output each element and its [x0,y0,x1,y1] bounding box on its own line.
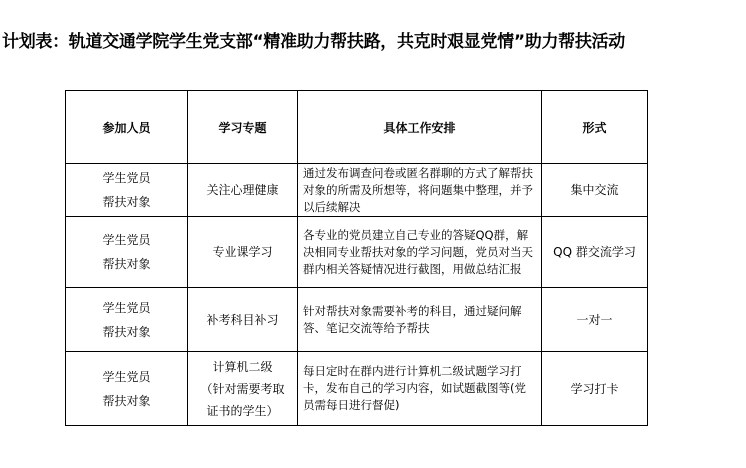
table-row [66,288,648,352]
topic-line: （针对需要考取 [200,381,285,396]
participant-line: 帮扶对象 [102,324,151,339]
topic-cell [188,164,298,217]
form-cell: 学习打卡 [542,352,648,426]
table-row [66,164,648,217]
topic-cell [188,288,298,352]
participants-cell [66,164,188,217]
participant-line: 学生党员 [102,369,151,384]
form-cell: 一对一 [542,288,648,352]
header-arrangement: 具体工作安排 [298,91,542,164]
participant-line: 帮扶对象 [102,393,151,408]
participants-cell [66,352,188,426]
participants-cell [66,217,188,288]
participant-line: 学生党员 [102,171,151,185]
document-title: 计划表：轨道交通学院学生党支部“精准助力帮扶路，共克时艰显党情”助力帮扶活动 [2,32,625,52]
topic-line: 关注心理健康 [206,183,279,197]
arrangement-cell: 每日定时在群内进行计算机二级试题学习打卡，发布自己的学习内容，如试题截图等(党员需每日进行督促) [298,352,542,426]
plan-table [65,90,648,426]
arrangement-cell: 针对帮扶对象需要补考的科目，通过疑问解答、笔记交流等给予帮扶 [298,288,542,352]
participant-line: 帮扶对象 [102,195,151,209]
arrangement-cell: 通过发布调查问卷或匿名群聊的方式了解帮扶对象的所需及所想等，将问题集中整理，并予以后续解决 [298,164,542,217]
participant-line: 学生党员 [102,233,151,247]
arrangement-cell: 各专业的党员建立自己专业的答疑QQ群，解决相同专业帮扶对象的学习问题，党员对当天群内相关答疑情况进行截图，用做总结汇报 [298,217,542,288]
topic-cell [188,352,298,426]
topic-line: 专业课学习 [212,245,273,259]
topic-line: 计算机二级 [212,359,273,374]
topic-line: 补考科目补习 [206,312,279,327]
participant-line: 学生党员 [102,300,151,315]
topic-cell [188,217,298,288]
header-participants: 参加人员 [66,91,188,164]
header-form: 形式 [542,91,648,164]
topic-line: 证书的学生） [206,403,279,418]
table-row [66,352,648,426]
form-cell: QQ 群交流学习 [542,217,648,288]
participant-line: 帮扶对象 [102,257,151,271]
form-cell: 集中交流 [542,164,648,217]
table-header-row [66,91,648,164]
table-row [66,217,648,288]
participants-cell [66,288,188,352]
header-topic: 学习专题 [188,91,298,164]
